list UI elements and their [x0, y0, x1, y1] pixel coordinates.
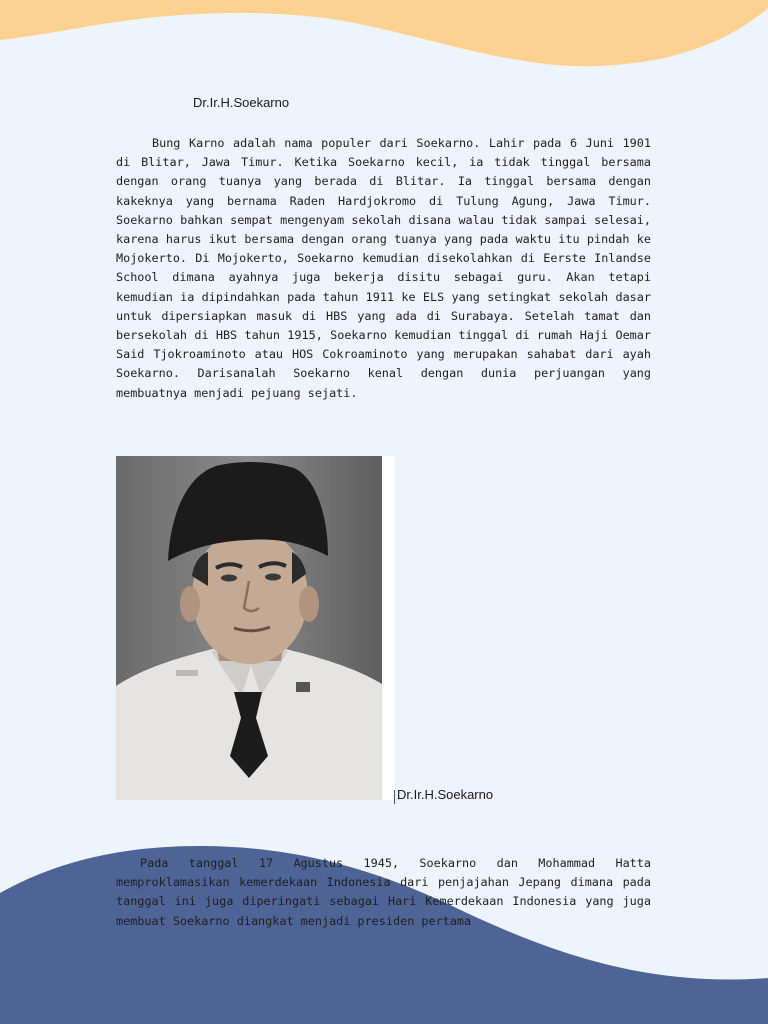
top-wave-shape — [0, 0, 768, 66]
photo-caption: Dr.Ir.H.Soekarno — [397, 787, 494, 802]
biography-paragraph-2: Pada tanggal 17 Agustus 1945, Soekarno dan Mohammad Hatta memproklamasikan kemerdekaan Indonesia dari penjajahan Jepang dimana pada tanggal ini juga diperingati sebagai Hari Kemerdekaan Indonesia yang juga membuat Soekarno diangkat menjadi presiden pertama — [116, 856, 651, 928]
portrait-image — [116, 456, 382, 800]
biography-paragraph-1: Bung Karno adalah nama populer dari Soekarno. Lahir pada 6 Juni 1901 di Blitar, Jawa Timur. Ketika Soekarno kecil, ia tidak tinggal bersama dengan orang tuanya yang berada di Blitar. Ia tinggal bersama dengan kakeknya yang bernama Raden Hardjokromo di Tulung Agung, Jawa Timur. Soekarno bahkan sempat mengenyam sekolah disana walau tidak sampai selesai, karena harus ikut bersama dengan orang tuanya yang pada waktu itu pindah ke Mojokerto. Di Mojokerto, Soekarno kemudian disekolahkan di Eerste Inlandse School dimana ayahnya juga bekerja disitu sebagai guru. Akan tetapi kemudian ia dipindahkan pada tahun 1911 ke ELS yang setingkat sekolah dasar untuk dipersiapkan masuk di HBS yang ada di Surabaya. Setelah tamat dan bersekolah di HBS tahun 1915, Soekarno kemudian tinggal di rumah Haji Oemar Said Tjokroaminoto atau HOS Cokroaminoto yang merupakan sahabat dari ayah Soekarno. Darisanalah Soekarno kenal dengan dunia perjuangan yang membuatnya menjadi pejuang sejati. — [116, 136, 651, 400]
portrait-photo — [116, 456, 395, 800]
caption-divider — [394, 790, 395, 804]
document-title: Dr.Ir.H.Soekarno — [193, 95, 290, 110]
